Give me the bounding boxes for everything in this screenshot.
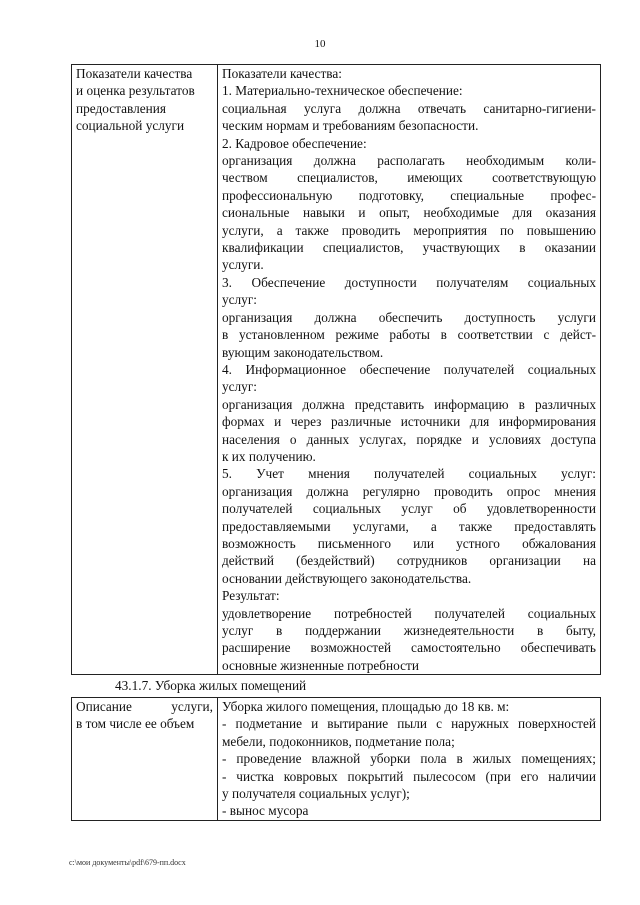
cell-line: вующим законодательством.	[222, 344, 384, 360]
cell-line: удовлетворение потребностей получателей социальных	[222, 605, 596, 621]
row-label-cell	[72, 698, 218, 821]
cell-line: социальная услуга должна отвечать санитарно-гигиени-	[222, 100, 596, 116]
cell-line: организация должна представить информацию в различных	[222, 396, 596, 412]
cell-line: возможность письменного или устного обжалования	[222, 535, 596, 551]
cell-line: основные жизненные потребности	[222, 657, 419, 673]
cell-line: Результат:	[222, 588, 280, 604]
cell-line: 5. Учет мнения получателей социальных услуг:	[222, 466, 596, 482]
service-description-table	[71, 697, 601, 821]
table-row	[72, 698, 601, 821]
cell-line: Показатели качества:	[222, 66, 342, 81]
cell-line: - проведение влажной уборки пола в жилых помещениях;	[222, 751, 596, 767]
cell-line: услуги.	[222, 257, 264, 273]
cell-line: услуг:	[222, 292, 257, 308]
cell-line: социальной услуги	[76, 118, 185, 134]
cell-line: основании действующего законодательства.	[222, 570, 472, 586]
cell-line: - подметание и вытирание пыли с наружных поверхностей	[222, 716, 596, 732]
cell-line: профессиональную подготовку, специальные профес-	[222, 187, 596, 203]
cell-line: ческим нормам и требованиям безопасности.	[222, 118, 479, 134]
file-path-footer: c:\мои документы\pdf\679-пп.docx	[69, 858, 186, 867]
cell-line: к их получению.	[222, 448, 316, 464]
cell-line: 1. Материально-техническое обеспечение:	[222, 83, 463, 99]
cell-line: - чистка ковровых покрытий пылесосом (при его наличии	[222, 768, 596, 784]
cell-line: услуг:	[222, 379, 257, 395]
cell-line: Показатели качества	[76, 66, 193, 81]
cell-line: действий (бездействий) сотрудников организации на	[222, 553, 596, 569]
row-label-cell	[72, 65, 218, 675]
cell-line: в том числе ее объем	[76, 716, 195, 732]
cell-line: организация должна располагать необходимым коли-	[222, 153, 596, 169]
quality-indicators-table	[71, 64, 601, 675]
cell-line: организация должна обеспечить доступность услуги	[222, 309, 596, 325]
row-content-cell	[218, 698, 601, 821]
cell-line: Уборка жилого помещения, площадью до 18 кв. м:	[222, 699, 510, 714]
cell-line: услуги, а также проводить мероприятия по повышению	[222, 222, 596, 238]
cell-line: - вынос мусора	[222, 803, 309, 819]
section-heading: 43.1.7. Уборка жилых помещений	[115, 678, 307, 693]
cell-line: 3. Обеспечение доступности получателям социальных	[222, 274, 596, 290]
cell-line: в установленном режиме работы в соответствии с дейст-	[222, 327, 596, 343]
cell-line: расширение возможностей самостоятельно обеспечивать	[222, 640, 596, 656]
cell-line: у получателя социальных услуг);	[222, 786, 410, 802]
cell-line: 2. Кадровое обеспечение:	[222, 135, 367, 151]
cell-line: и оценка результатов	[76, 83, 195, 99]
cell-line: предоставляемыми услугами, а также предоставлять	[222, 518, 596, 534]
cell-line: 4. Информационное обеспечение получателей социальных	[222, 361, 596, 377]
row-content-cell	[218, 65, 601, 675]
cell-line: чеством специалистов, имеющих соответствующую	[222, 170, 596, 186]
cell-line: предоставления	[76, 100, 167, 116]
cell-line: услуг в поддержании жизнедеятельности в быту,	[222, 623, 596, 638]
cell-line: населения о данных услугах, порядке и условиях доступа	[222, 431, 596, 447]
cell-line: получателей социальных услуг об удовлетворенности	[222, 501, 596, 517]
page-number: 10	[314, 38, 326, 50]
table-row	[72, 65, 601, 675]
cell-line: мебели, подоконников, подметание пола;	[222, 733, 455, 749]
cell-line: формах и через различные источники для информирования	[222, 414, 596, 430]
cell-line: Описание услуги,	[76, 699, 213, 714]
cell-line: сиональные навыки и опыт, необходимые для оказания	[222, 205, 596, 221]
cell-line: организация должна регулярно проводить опрос мнения	[222, 483, 596, 499]
cell-line: квалификации специалистов, участвующих в оказании	[222, 240, 596, 256]
